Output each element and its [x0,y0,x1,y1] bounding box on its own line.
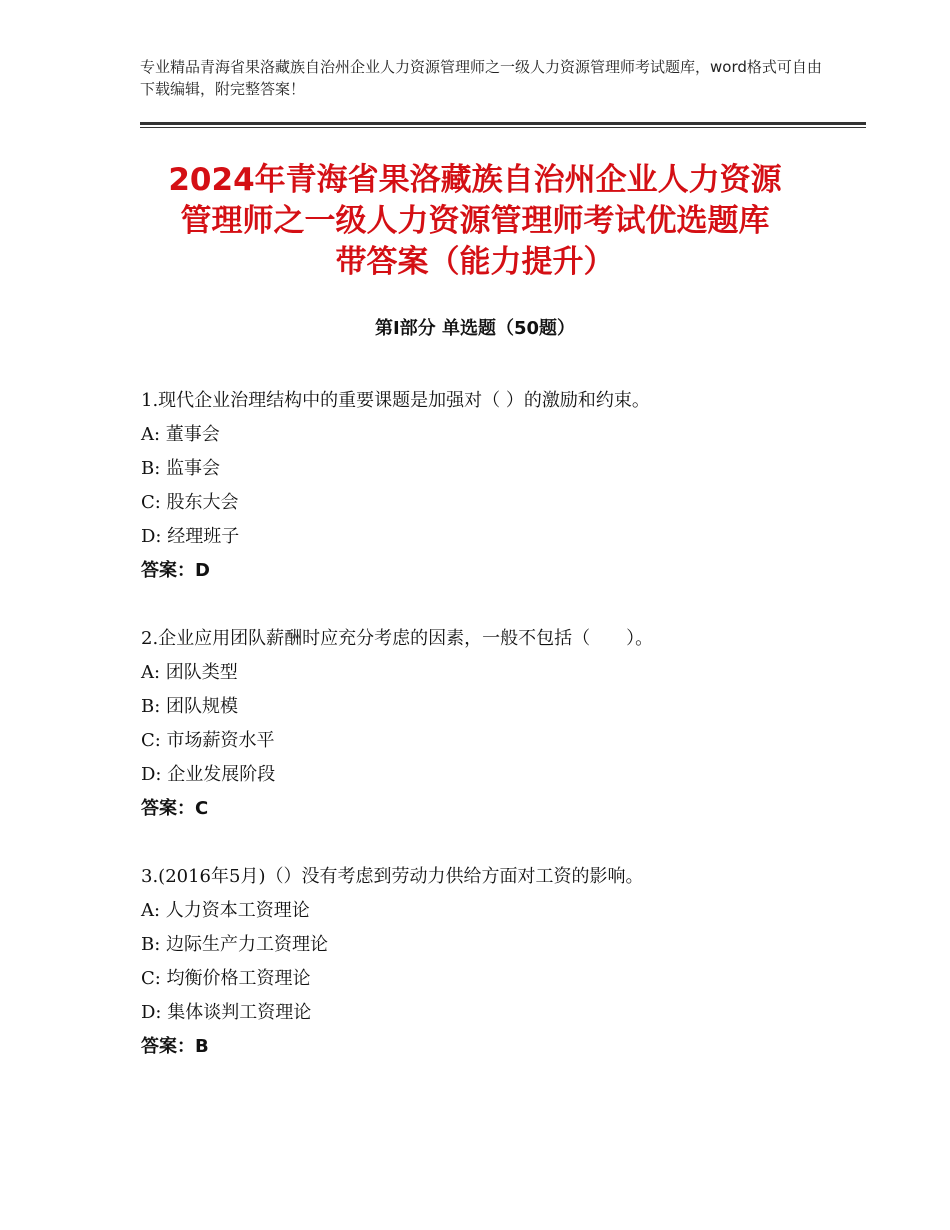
question-stem: 3.(2016年5月)（）没有考虑到劳动力供给方面对工资的影响。 [141,866,644,887]
section-title: 第Ⅰ部分 单选题（50题） [374,318,575,339]
answer-line: 答案：D [141,560,210,581]
question-2 [141,622,861,826]
title-line-2: 管理师之一级人力资源管理师考试优选题库 [180,203,770,239]
header-divider-thick [140,122,866,125]
option-b: B: 监事会 [141,458,221,479]
header-divider-thin [140,127,866,128]
question-stem: 1.现代企业治理结构中的重要课题是加强对（ ）的激励和约束。 [141,390,650,411]
header-note: 专业精品青海省果洛藏族自治州企业人力资源管理师之一级人力资源管理师考试题库，word格式可自由下载编辑，附完整答案！ [140,58,822,98]
option-c: C: 股东大会 [141,492,239,513]
option-a: A: 人力资本工资理论 [141,900,310,921]
option-a: A: 团队类型 [141,662,238,683]
title-line-1: 2024年青海省果洛藏族自治州企业人力资源 [168,162,782,198]
option-c: C: 均衡价格工资理论 [141,968,311,989]
option-c: C: 市场薪资水平 [141,730,275,751]
question-3 [141,860,861,1064]
answer-line: 答案：C [141,798,209,819]
document-title [110,160,840,283]
option-d: D: 集体谈判工资理论 [141,1002,312,1023]
option-a: A: 董事会 [141,424,220,445]
option-d: D: 经理班子 [141,526,240,547]
option-b: B: 边际生产力工资理论 [141,934,329,955]
question-stem: 2.企业应用团队薪酬时应充分考虑的因素，一般不包括（ ）。 [141,628,654,649]
title-line-3: 带答案（能力提升） [335,244,615,280]
option-b: B: 团队规模 [141,696,239,717]
answer-line: 答案：B [141,1036,209,1057]
option-d: D: 企业发展阶段 [141,764,276,785]
question-1 [141,384,861,588]
